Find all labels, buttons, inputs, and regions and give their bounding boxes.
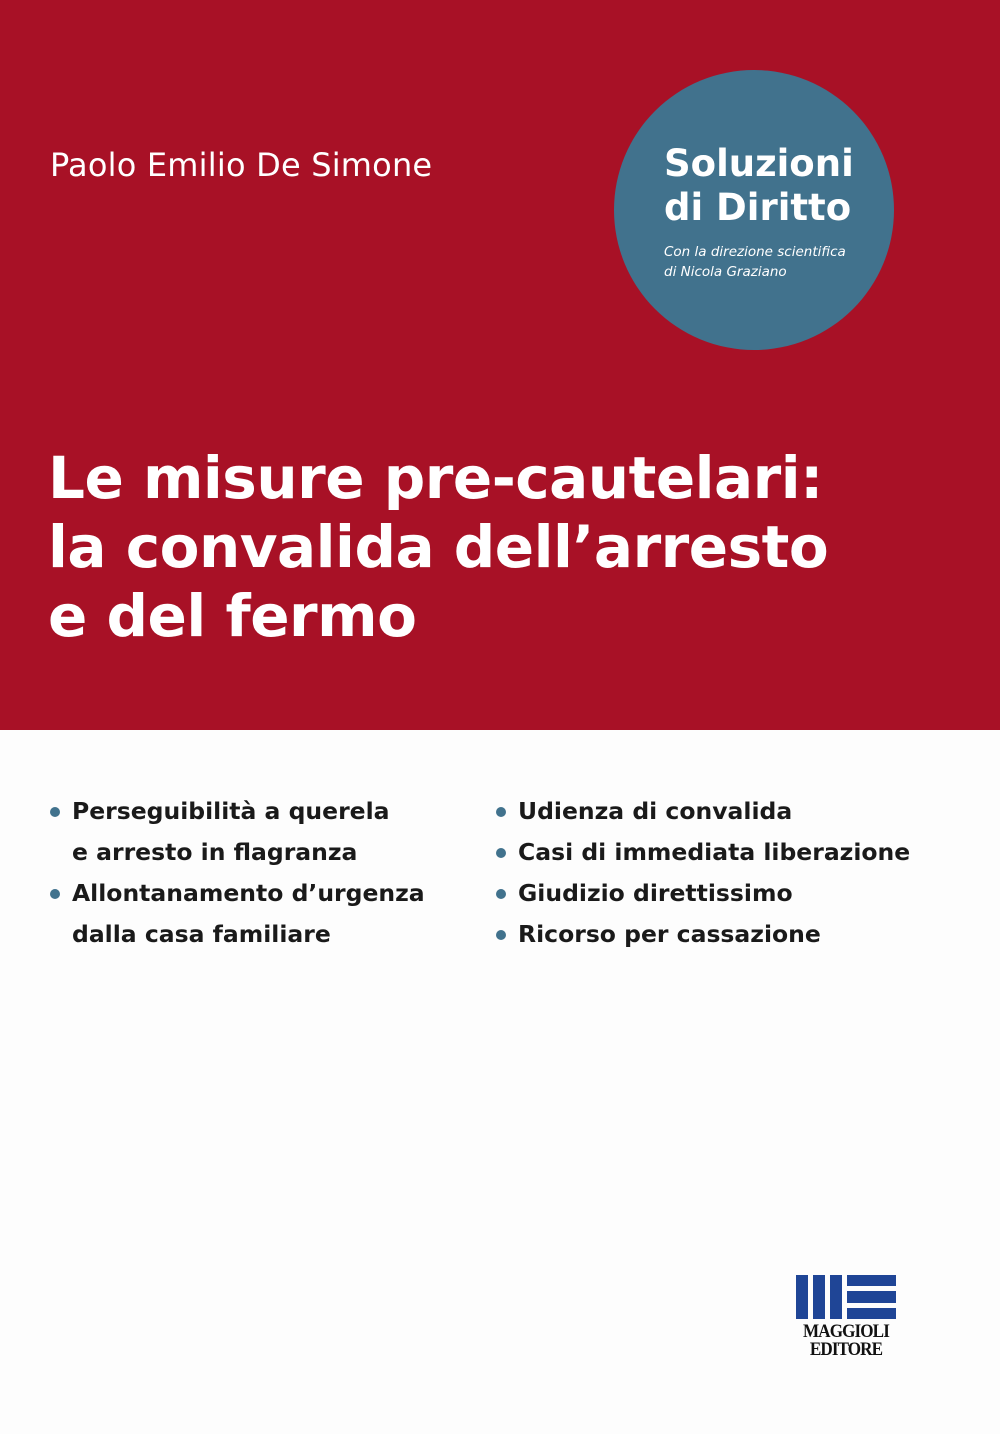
title-line: Le misure pre-cautelari: xyxy=(48,444,823,512)
bullet-icon xyxy=(496,930,506,940)
direction-line: Con la direzione scientifica xyxy=(664,244,846,260)
bullet-icon xyxy=(496,807,506,817)
topic-line: Casi di immediata liberazione xyxy=(518,838,911,866)
bullet-icon xyxy=(496,848,506,858)
series-badge xyxy=(614,70,894,350)
bullet-icon xyxy=(50,889,60,899)
topic-item xyxy=(496,914,910,955)
publisher-name: EDITORE xyxy=(809,1339,883,1360)
publisher-logo-mark-icon xyxy=(796,1275,896,1319)
series-name-line: di Diritto xyxy=(664,186,852,229)
topic-line: e arresto in flagranza xyxy=(72,838,358,866)
topic-line: Ricorso per cassazione xyxy=(518,920,821,948)
title-line: la convalida dell’arresto xyxy=(48,513,829,581)
topic-line: Allontanamento d’urgenza xyxy=(72,879,425,907)
topic-item xyxy=(496,832,910,873)
title-line: e del fermo xyxy=(48,582,417,650)
topic-line: Giudizio direttissimo xyxy=(518,879,793,907)
topics-left xyxy=(50,791,425,955)
publisher-logo xyxy=(796,1275,896,1359)
topic-item xyxy=(50,873,425,955)
topic-line: dalla casa familiare xyxy=(72,920,331,948)
publisher-name: MAGGIOLI xyxy=(803,1321,889,1342)
series-direction xyxy=(664,242,846,282)
bullet-icon xyxy=(50,807,60,817)
topic-line: Udienza di convalida xyxy=(518,797,793,825)
author-name: Paolo Emilio De Simone xyxy=(50,146,433,184)
topic-line: Perseguibilità a querela xyxy=(72,797,390,825)
bullet-icon xyxy=(496,889,506,899)
topics-right xyxy=(496,791,910,955)
book-title xyxy=(48,444,828,651)
series-name xyxy=(664,142,854,230)
series-name-line: Soluzioni xyxy=(664,142,854,185)
topic-item xyxy=(50,791,425,873)
direction-line: di Nicola Graziano xyxy=(664,264,787,280)
topic-item xyxy=(496,873,910,914)
topic-item xyxy=(496,791,910,832)
